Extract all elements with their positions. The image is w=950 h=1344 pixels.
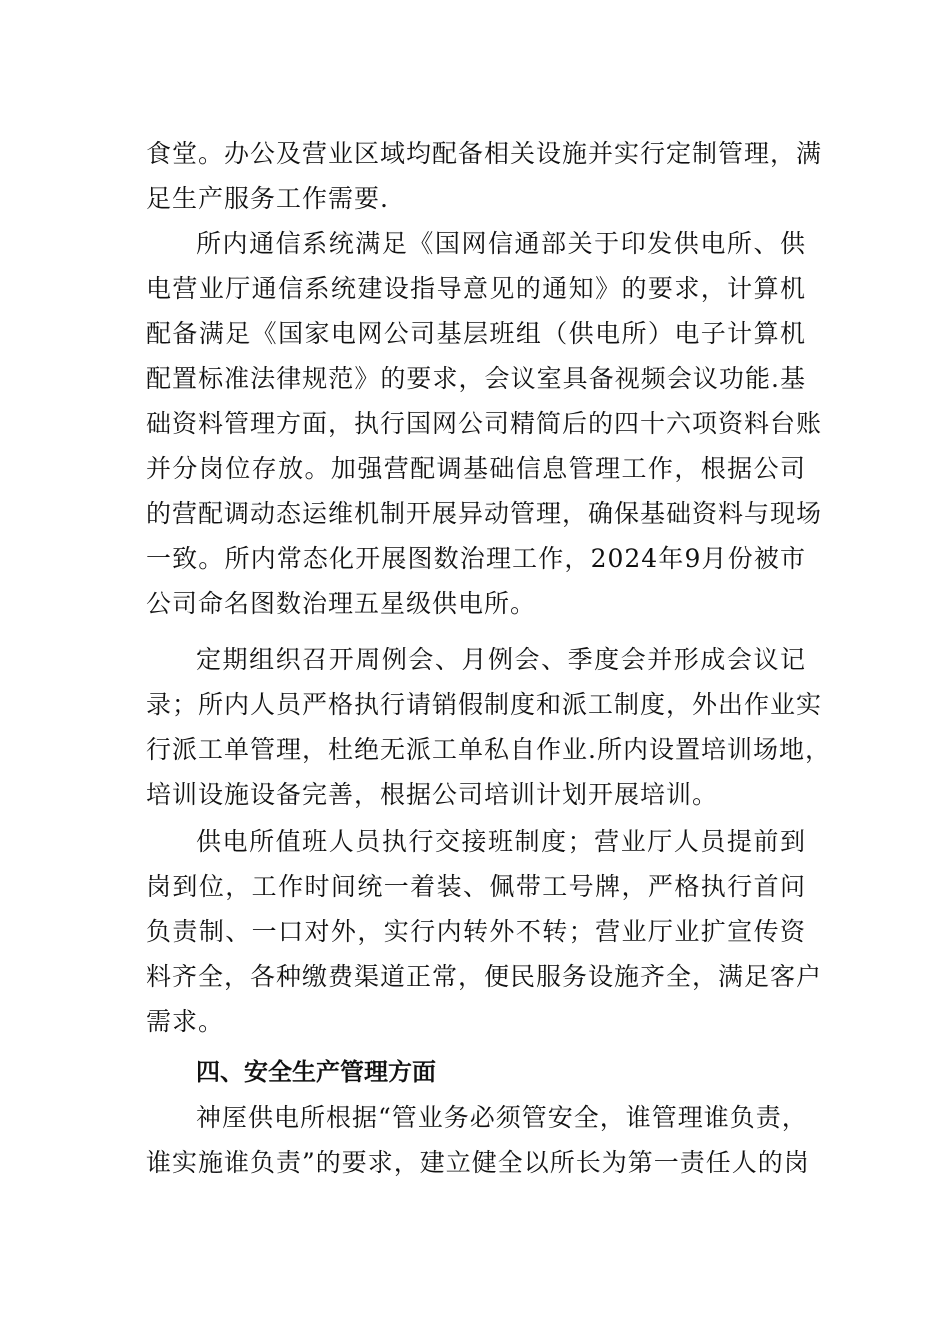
text-line: 配置标准法律规范》的要求，会议室具备视频会议功能.基 xyxy=(146,364,806,393)
text-line: 培训设施设备完善，根据公司培训计划开展培训。 xyxy=(146,780,719,809)
text-line: 供电所值班人员执行交接班制度；营业厅人员提前到 xyxy=(196,827,806,856)
text-line: 并分岗位存放。加强营配调基础信息管理工作，根据公司 xyxy=(146,454,806,483)
text-line: 的营配调动态运维机制开展异动管理，确保基础资料与现场 xyxy=(146,499,823,528)
text-line: 行派工单管理，杜绝无派工单私自作业.所内设置培训场地， xyxy=(146,735,831,764)
text-line: 一致。所内常态化开展图数治理工作，2024年9月份被市 xyxy=(146,544,806,573)
text-line: 础资料管理方面，执行国网公司精简后的四十六项资料台账 xyxy=(146,409,823,438)
text-line: 定期组织召开周例会、月例会、季度会并形成会议记 xyxy=(196,645,806,674)
text-line: 岗到位，工作时间统一着装、佩带工号牌，严格执行首问 xyxy=(146,872,806,901)
text-line: 公司命名图数治理五星级供电所。 xyxy=(146,589,537,618)
text-line: 食堂。办公及营业区域均配备相关设施并实行定制管理，满 xyxy=(146,139,823,168)
text-line: 料齐全，各种缴费渠道正常，便民服务设施齐全，满足客户 xyxy=(146,962,823,991)
text-line: 电营业厅通信系统建设指导意见的通知》的要求，计算机 xyxy=(146,274,806,303)
text-line: 神厔供电所根据“管业务必须管安全，谁管理谁负责， xyxy=(196,1103,808,1132)
text-line: 需求。 xyxy=(146,1007,225,1036)
text-line: 配备满足《国家电网公司基层班组（供电所）电子计算机 xyxy=(146,319,806,348)
section-heading: 四、安全生产管理方面 xyxy=(196,1058,436,1086)
text-line: 负责制、一口对外，实行内转外不转；营业厅业扩宣传资 xyxy=(146,917,806,946)
text-line: 谁实施谁负责”的要求，建立健全以所长为第一责任人的岗 xyxy=(146,1148,810,1177)
text-line: 所内通信系统满足《国网信通部关于印发供电所、供 xyxy=(196,229,806,258)
text-line: 足生产服务工作需要. xyxy=(146,184,389,213)
text-line: 录；所内人员严格执行请销假制度和派工制度，外出作业实 xyxy=(146,690,823,719)
